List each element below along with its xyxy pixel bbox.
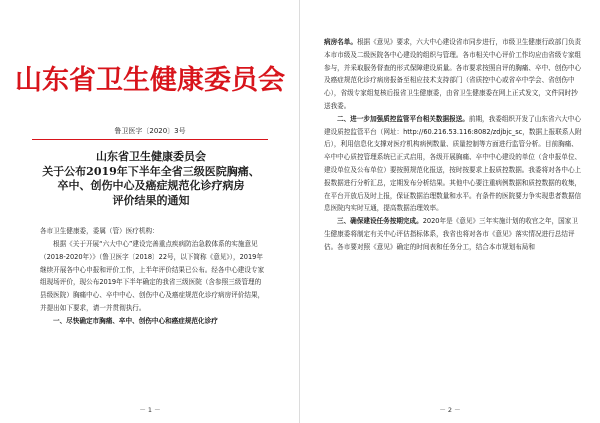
body-paragraph: 根据《关于开展“六大中心”建设完善重点疾病防治急救体系的实施意见（2018-2020年）》（鲁卫医字〔2018〕22号，以下简称《意见》），2019年继续开展各中心申报和评价工作，上半年评价结果已公布。经各中心建设专家组现场评价，现公布2019年下半年确定的我省三级医院（含参照三级管理的县级医院）胸痛中心、卒中中心、创伤中心及癌症规范化诊疗病房评价结果，并提出如下要求，请一并贯彻执行。 [40,240,265,312]
section-heading-2: 二、进一步加强质控监管平台相关数据报送。 [337,114,469,123]
paragraph-lead: 病房名单。 [324,38,357,46]
left-body [40,238,266,328]
paragraph-3 [324,215,582,253]
title-line: 山东省卫生健康委员会 [96,150,206,163]
paragraph-1 [324,36,582,113]
title-line: 评价结果的通知 [112,193,190,207]
red-rule-divider [32,139,268,140]
title-line: 卒中、创伤中心及癌症规范化诊疗病房 [57,179,245,192]
salutation: 各市卫生健康委，委属（管）医疗机构： [40,227,159,235]
section-text-3: 2020年是《意见》三年实施计划的收官之年，国家卫生健康委将制定有关中心评估指标体系，我省也将对各市《意见》落实情况进行总结评估。各市要对照《意见》确定的时间表和任务分工，结合本市规划布局和 [324,217,578,251]
page-number: － 2 － [439,406,461,414]
section-text-2: 前期，我委组织开发了山东省六大中心建设质控监管平台（网址：http://60.216.53.116:8082/zdjbjc_sc，数据上报联系人附后），利用信息化支撑对医疗机构病例数量、质量控制等方面进行监管分析。目前胸痛、卒中中心质控管理系统已正式启用，各级开展胸痛、卒中中心建设的单位（含申报单位、建设单位及公布单位）要按照规范化报送，按时按要求上报质控数据。我委将对各中心上报数据进行分析汇总，定期发布分析结果。其他中心要注重病例数据和质控数据的收集，在平台开放后及时上报，保证数据治理数量和水平。有条件的医院要力争实现患者数据信息医院内实时互通，提高数据治理效率。 [324,114,582,213]
paragraph-2 [324,113,582,215]
section-heading-3: 三、确保建设任务按期完成。 [337,217,423,226]
page-number: － 1 － [139,406,161,414]
document-title [40,150,262,208]
document-number: 鲁卫医字〔2020〕3号 [114,127,186,135]
section-heading-1: 一、尽快确定市胸痛、卒中、创伤中心和癌症规范化诊疗 [53,316,218,325]
right-body [324,36,582,254]
title-line: 关于公布2019年下半年全省三级医院胸痛、 [42,164,260,178]
page-right [300,0,600,423]
paragraph-text: 根据《意见》要求，六大中心建设省市同步进行，市级卫生健康行政部门负责本市市级及二级医院各中心建设的组织与管理。各市相关中心评价工作均应由省级专家组参与，并采取服务督查的形式保障建设质量。各市要求按照自评的胸痛、卒中、创伤中心及癌症规范化诊疗病房报备至相应技术支持部门（省质控中心或省卒中学会、省创伤中心），省级专家组复核后报省卫生健康委，由省卫生健康委在网上正式发文，文件同时抄送我委。 [324,38,582,110]
document-header-title: 山东省卫生健康委员会 [15,65,285,96]
